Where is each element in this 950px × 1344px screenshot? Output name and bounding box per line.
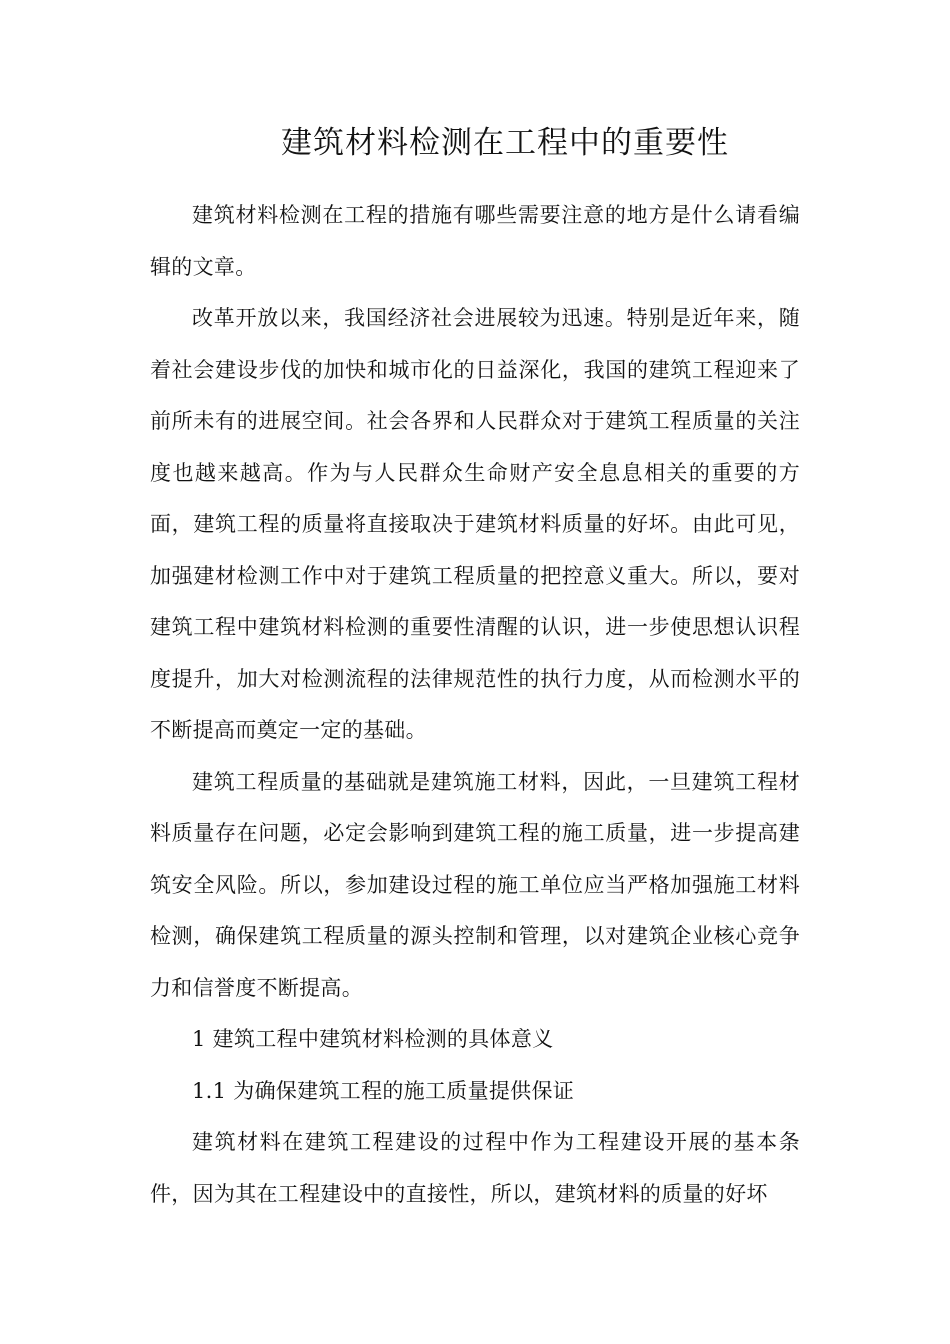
section-heading-1-1: 1.1 为确保建筑工程的施工质量提供保证	[192, 1078, 575, 1103]
background-paragraph: 改革开放以来，我国经济社会进展较为迅速。特别是近年来，随着社会建设步伐的加快和城市化的日益深化，我国的建筑工程迎来了前所未有的进展空间。社会各界和人民群众对于建筑工程质量的关注度也越来越高。作为与人民群众生命财产安全息息相关的重要的方面，建筑工程的质量将直接取决于建筑材料质量的好坏。由此可见，加强建材检测工作中对于建筑工程质量的把控意义重大。所以，要对建筑工程中建筑材料检测的重要性清醒的认识，进一步使思想认识程度提升，加大对检测流程的法律规范性的执行力度，从而检测水平的不断提高而奠定一定的基础。	[150, 306, 800, 742]
foundation-paragraph: 建筑工程质量的基础就是建筑施工材料，因此，一旦建筑工程材料质量存在问题，必定会影响到建筑工程的施工质量，进一步提高建筑安全风险。所以，参加建设过程的施工单位应当严格加强施工材料检测，确保建筑工程质量的源头控制和管理，以对建筑企业核心竞争力和信誉度不断提高。	[150, 769, 800, 1000]
section-1-1-paragraph: 建筑材料在建筑工程建设的过程中作为工程建设开展的基本条件，因为其在工程建设中的直接性，所以，建筑材料的质量的好坏	[150, 1130, 800, 1206]
intro-paragraph: 建筑材料检测在工程的措施有哪些需要注意的地方是什么请看编辑的文章。	[150, 203, 800, 279]
document-title: 建筑材料检测在工程中的重要性	[281, 125, 729, 161]
section-heading-1: 1 建筑工程中建筑材料检测的具体意义	[192, 1027, 554, 1051]
document-body	[150, 190, 800, 1220]
